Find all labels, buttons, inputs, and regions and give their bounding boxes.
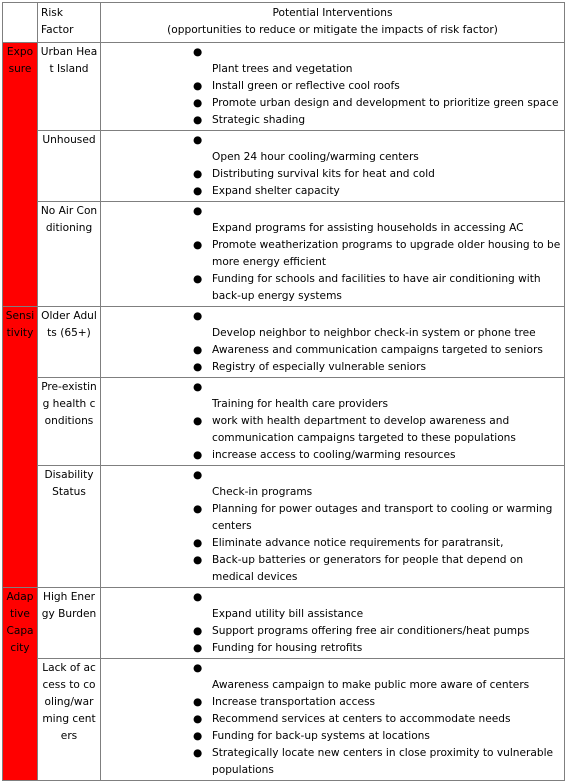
risk-factor-cell: Older Adults (65+) <box>38 307 101 378</box>
list-item <box>101 359 564 376</box>
interventions-list <box>101 131 564 201</box>
list-item <box>101 745 564 779</box>
intervention-text: Expand programs for assisting households in accessing AC <box>212 222 524 234</box>
risk-interventions-table <box>2 2 565 781</box>
intervention-text: Distributing survival kits for heat and cold <box>212 168 435 180</box>
interventions-cell <box>101 307 565 378</box>
bullet-icon: ● <box>193 381 203 393</box>
bullet-icon: ● <box>193 205 203 217</box>
risk-factor-cell: Urban Heat Island <box>38 43 101 131</box>
list-item <box>101 325 564 342</box>
list-item-empty <box>101 44 564 61</box>
risk-factor-cell: Pre-existing health conditions <box>38 378 101 466</box>
intervention-text: Funding for schools and facilities to have air conditioning with back-up energy systems <box>212 273 541 302</box>
risk-factor-cell: No Air Conditioning <box>38 202 101 307</box>
header-interventions-subtitle: (opportunities to reduce or mitigate the impacts of risk factor) <box>167 24 498 36</box>
list-item <box>101 95 564 112</box>
bullet-icon: ● <box>193 554 203 566</box>
list-item <box>101 677 564 694</box>
intervention-text: Funding for back-up systems at locations <box>212 730 430 742</box>
intervention-text: Support programs offering free air conditioners/heat pumps <box>212 625 530 637</box>
list-item <box>101 61 564 78</box>
bullet-icon: ● <box>193 747 203 759</box>
list-item <box>101 447 564 464</box>
list-item <box>101 342 564 359</box>
list-item <box>101 237 564 271</box>
list-item-empty <box>101 589 564 606</box>
bullet-icon: ● <box>193 625 203 637</box>
intervention-text: Awareness and communication campaigns targeted to seniors <box>212 344 543 356</box>
bullet-icon: ● <box>193 273 203 285</box>
interventions-list <box>101 659 564 780</box>
bullet-icon: ● <box>193 591 203 603</box>
bullet-icon: ● <box>193 696 203 708</box>
bullet-icon: ● <box>193 344 203 356</box>
header-category-cell <box>3 3 38 43</box>
intervention-text: Recommend services at centers to accommodate needs <box>212 713 511 725</box>
table-row <box>3 378 565 466</box>
list-item-empty <box>101 308 564 325</box>
interventions-cell <box>101 43 565 131</box>
category-cell: Exposure <box>3 43 38 307</box>
bullet-icon: ● <box>193 642 203 654</box>
table-row <box>3 202 565 307</box>
list-item-empty <box>101 660 564 677</box>
header-risk-factor: Risk Factor <box>38 3 101 43</box>
list-item <box>101 271 564 305</box>
bullet-icon: ● <box>193 310 203 322</box>
list-item <box>101 396 564 413</box>
risk-factor-cell: Unhoused <box>38 131 101 202</box>
interventions-list <box>101 307 564 377</box>
table-body <box>3 43 565 781</box>
list-item <box>101 220 564 237</box>
bullet-icon: ● <box>193 168 203 180</box>
bullet-icon: ● <box>193 415 203 427</box>
list-item <box>101 552 564 586</box>
bullet-icon: ● <box>193 239 203 251</box>
interventions-list <box>101 43 564 130</box>
intervention-text: Awareness campaign to make public more aware of centers <box>212 679 530 691</box>
list-item <box>101 78 564 95</box>
bullet-icon: ● <box>193 730 203 742</box>
list-item <box>101 484 564 501</box>
list-item <box>101 640 564 657</box>
list-item <box>101 623 564 640</box>
intervention-text: Open 24 hour cooling/warming centers <box>212 151 419 163</box>
intervention-text: Eliminate advance notice requirements for paratransit, <box>212 537 504 549</box>
intervention-text: Registry of especially vulnerable seniors <box>212 361 426 373</box>
bullet-icon: ● <box>193 713 203 725</box>
intervention-text: Strategic shading <box>212 114 306 126</box>
list-item-empty <box>101 467 564 484</box>
bullet-icon: ● <box>193 503 203 515</box>
list-item <box>101 728 564 745</box>
intervention-text: Expand shelter capacity <box>212 185 340 197</box>
list-item <box>101 711 564 728</box>
bullet-icon: ● <box>193 97 203 109</box>
table-row <box>3 588 565 659</box>
bullet-icon: ● <box>193 449 203 461</box>
list-item <box>101 694 564 711</box>
intervention-text: Training for health care providers <box>212 398 388 410</box>
bullet-icon: ● <box>193 361 203 373</box>
bullet-icon: ● <box>193 662 203 674</box>
intervention-text: Promote weatherization programs to upgrade older housing to be more energy efficient <box>212 239 561 268</box>
list-item-empty <box>101 379 564 396</box>
table-row <box>3 659 565 781</box>
risk-factor-cell: Disability Status <box>38 466 101 588</box>
table-row <box>3 466 565 588</box>
interventions-cell <box>101 466 565 588</box>
table-row <box>3 307 565 378</box>
intervention-text: Increase transportation access <box>212 696 375 708</box>
list-item-empty <box>101 203 564 220</box>
interventions-cell <box>101 131 565 202</box>
bullet-icon: ● <box>193 537 203 549</box>
intervention-text: Strategically locate new centers in close proximity to vulnerable populations <box>212 747 554 776</box>
header-interventions-title: Potential Interventions <box>272 7 393 19</box>
table-row <box>3 131 565 202</box>
list-item-empty <box>101 132 564 149</box>
interventions-list <box>101 466 564 587</box>
list-item <box>101 183 564 200</box>
bullet-icon: ● <box>193 114 203 126</box>
interventions-list <box>101 588 564 658</box>
intervention-text: Develop neighbor to neighbor check-in system or phone tree <box>212 327 536 339</box>
category-cell: Sensitivity <box>3 307 38 588</box>
bullet-icon: ● <box>193 134 203 146</box>
list-item <box>101 112 564 129</box>
table-row <box>3 43 565 131</box>
list-item <box>101 535 564 552</box>
header-interventions <box>101 3 565 43</box>
risk-factor-cell: High Energy Burden <box>38 588 101 659</box>
bullet-icon: ● <box>193 185 203 197</box>
bullet-icon: ● <box>193 469 203 481</box>
intervention-text: Promote urban design and development to prioritize green space <box>212 97 559 109</box>
intervention-text: Planning for power outages and transport to cooling or warming centers <box>212 503 553 532</box>
list-item <box>101 606 564 623</box>
intervention-text: Funding for housing retrofits <box>212 642 363 654</box>
risk-factor-cell: Lack of access to cooling/warming centers <box>38 659 101 781</box>
intervention-text: Plant trees and vegetation <box>212 63 353 75</box>
interventions-list <box>101 378 564 465</box>
category-cell: Adaptive Capacity <box>3 588 38 781</box>
intervention-text: Expand utility bill assistance <box>212 608 364 620</box>
interventions-cell <box>101 202 565 307</box>
intervention-text: Back-up batteries or generators for people that depend on medical devices <box>212 554 524 583</box>
bullet-icon: ● <box>193 80 203 92</box>
interventions-list <box>101 202 564 306</box>
list-item <box>101 149 564 166</box>
list-item <box>101 166 564 183</box>
header-row <box>3 3 565 43</box>
intervention-text: Install green or reflective cool roofs <box>212 80 400 92</box>
intervention-text: increase access to cooling/warming resources <box>212 449 456 461</box>
intervention-text: work with health department to develop awareness and communication campaigns targeted to these populations <box>212 415 516 444</box>
list-item <box>101 413 564 447</box>
bullet-icon: ● <box>193 46 203 58</box>
list-item <box>101 501 564 535</box>
interventions-cell <box>101 659 565 781</box>
interventions-cell <box>101 378 565 466</box>
interventions-cell <box>101 588 565 659</box>
intervention-text: Check-in programs <box>212 486 313 498</box>
